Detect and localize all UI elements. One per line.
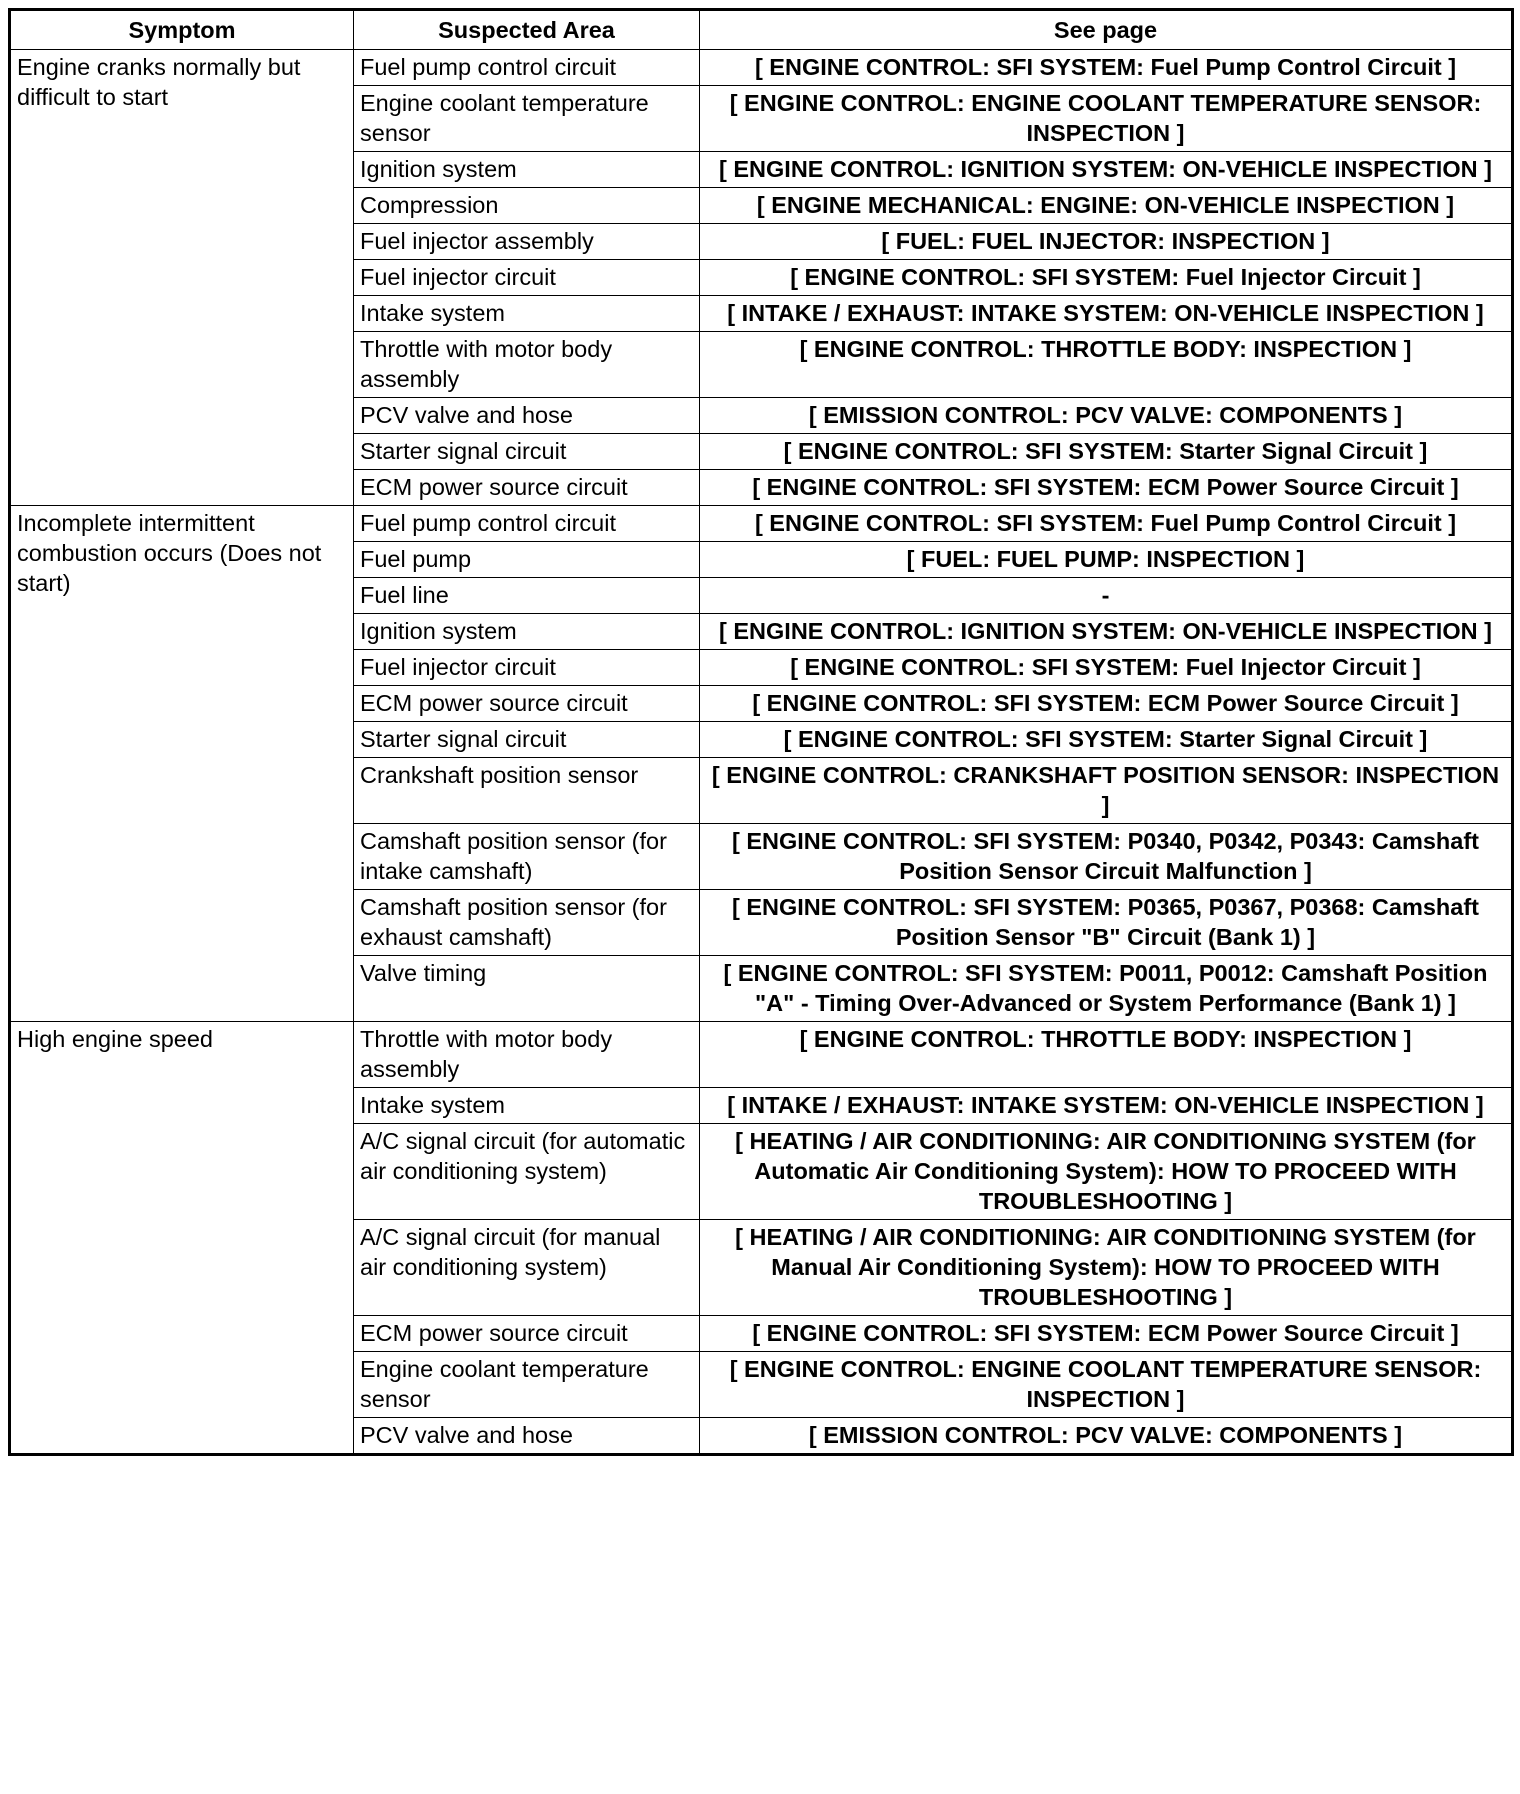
see-page-reference-cell: [ ENGINE CONTROL: SFI SYSTEM: P0365, P0367, P0368: Camshaft Position Sensor "B" Circuit (Bank 1) ] xyxy=(700,890,1513,956)
see-page-reference-cell: [ ENGINE CONTROL: THROTTLE BODY: INSPECTION ] xyxy=(700,1022,1513,1088)
symptom-cell: Engine cranks normally but difficult to start xyxy=(10,50,354,506)
suspected-area-cell: ECM power source circuit xyxy=(354,470,700,506)
symptom-cell: Incomplete intermittent combustion occurs (Does not start) xyxy=(10,506,354,1022)
suspected-area-cell: Valve timing xyxy=(354,956,700,1022)
suspected-area-cell: Intake system xyxy=(354,1088,700,1124)
suspected-area-cell: Fuel line xyxy=(354,578,700,614)
suspected-area-cell: Engine coolant temperature sensor xyxy=(354,86,700,152)
suspected-area-cell: Fuel pump control circuit xyxy=(354,506,700,542)
see-page-reference-cell: [ ENGINE CONTROL: SFI SYSTEM: Fuel Injector Circuit ] xyxy=(700,260,1513,296)
see-page-reference-cell: [ ENGINE CONTROL: SFI SYSTEM: Fuel Pump Control Circuit ] xyxy=(700,50,1513,86)
see-page-reference-cell: [ ENGINE CONTROL: SFI SYSTEM: Starter Signal Circuit ] xyxy=(700,722,1513,758)
see-page-reference-cell: [ INTAKE / EXHAUST: INTAKE SYSTEM: ON-VEHICLE INSPECTION ] xyxy=(700,296,1513,332)
see-page-reference-cell: [ HEATING / AIR CONDITIONING: AIR CONDITIONING SYSTEM (for Automatic Air Conditioning System): HOW TO PROCEED WITH TROUBLESHOOTING ] xyxy=(700,1124,1513,1220)
symptom-cell: High engine speed xyxy=(10,1022,354,1455)
suspected-area-cell: Intake system xyxy=(354,296,700,332)
see-page-reference-cell: [ EMISSION CONTROL: PCV VALVE: COMPONENTS ] xyxy=(700,1418,1513,1455)
see-page-reference-cell: [ HEATING / AIR CONDITIONING: AIR CONDITIONING SYSTEM (for Manual Air Conditioning System): HOW TO PROCEED WITH TROUBLESHOOTING ] xyxy=(700,1220,1513,1316)
suspected-area-cell: A/C signal circuit (for manual air conditioning system) xyxy=(354,1220,700,1316)
suspected-area-cell: ECM power source circuit xyxy=(354,686,700,722)
suspected-area-cell: ECM power source circuit xyxy=(354,1316,700,1352)
see-page-reference-cell: [ ENGINE MECHANICAL: ENGINE: ON-VEHICLE INSPECTION ] xyxy=(700,188,1513,224)
suspected-area-cell: Camshaft position sensor (for exhaust camshaft) xyxy=(354,890,700,956)
see-page-reference-cell: [ ENGINE CONTROL: SFI SYSTEM: ECM Power Source Circuit ] xyxy=(700,1316,1513,1352)
see-page-reference-cell: [ ENGINE CONTROL: IGNITION SYSTEM: ON-VEHICLE INSPECTION ] xyxy=(700,614,1513,650)
see-page-reference-cell: [ ENGINE CONTROL: ENGINE COOLANT TEMPERATURE SENSOR: INSPECTION ] xyxy=(700,1352,1513,1418)
suspected-area-cell: Starter signal circuit xyxy=(354,434,700,470)
see-page-reference-cell: [ EMISSION CONTROL: PCV VALVE: COMPONENTS ] xyxy=(700,398,1513,434)
troubleshooting-table xyxy=(8,8,1514,1456)
see-page-reference-cell: [ ENGINE CONTROL: SFI SYSTEM: ECM Power Source Circuit ] xyxy=(700,470,1513,506)
see-page-reference-cell: [ ENGINE CONTROL: SFI SYSTEM: Fuel Pump Control Circuit ] xyxy=(700,506,1513,542)
see-page-reference-cell: [ ENGINE CONTROL: SFI SYSTEM: P0011, P0012: Camshaft Position "A" - Timing Over-Advanced or System Performance (Bank 1) ] xyxy=(700,956,1513,1022)
suspected-area-cell: Fuel injector circuit xyxy=(354,260,700,296)
suspected-area-cell: Engine coolant temperature sensor xyxy=(354,1352,700,1418)
suspected-area-cell: PCV valve and hose xyxy=(354,1418,700,1455)
suspected-area-cell: PCV valve and hose xyxy=(354,398,700,434)
see-page-reference-cell: [ ENGINE CONTROL: CRANKSHAFT POSITION SENSOR: INSPECTION ] xyxy=(700,758,1513,824)
see-page-reference-cell: [ INTAKE / EXHAUST: INTAKE SYSTEM: ON-VEHICLE INSPECTION ] xyxy=(700,1088,1513,1124)
header-symptom: Symptom xyxy=(10,10,354,50)
suspected-area-cell: Starter signal circuit xyxy=(354,722,700,758)
suspected-area-cell: Fuel injector circuit xyxy=(354,650,700,686)
table-body xyxy=(10,50,1513,1455)
see-page-reference-cell: [ ENGINE CONTROL: THROTTLE BODY: INSPECTION ] xyxy=(700,332,1513,398)
suspected-area-cell: A/C signal circuit (for automatic air conditioning system) xyxy=(354,1124,700,1220)
suspected-area-cell: Ignition system xyxy=(354,614,700,650)
suspected-area-cell: Throttle with motor body assembly xyxy=(354,1022,700,1088)
suspected-area-cell: Fuel pump control circuit xyxy=(354,50,700,86)
table-row xyxy=(10,506,1513,542)
see-page-reference-cell: [ ENGINE CONTROL: SFI SYSTEM: Starter Signal Circuit ] xyxy=(700,434,1513,470)
see-page-reference-cell: [ ENGINE CONTROL: SFI SYSTEM: Fuel Injector Circuit ] xyxy=(700,650,1513,686)
suspected-area-cell: Throttle with motor body assembly xyxy=(354,332,700,398)
see-page-reference-cell: [ ENGINE CONTROL: ENGINE COOLANT TEMPERATURE SENSOR: INSPECTION ] xyxy=(700,86,1513,152)
see-page-reference-cell: - xyxy=(700,578,1513,614)
suspected-area-cell: Compression xyxy=(354,188,700,224)
table-row xyxy=(10,1022,1513,1088)
suspected-area-cell: Camshaft position sensor (for intake camshaft) xyxy=(354,824,700,890)
see-page-reference-cell: [ ENGINE CONTROL: SFI SYSTEM: P0340, P0342, P0343: Camshaft Position Sensor Circuit Malfunction ] xyxy=(700,824,1513,890)
header-see-page: See page xyxy=(700,10,1513,50)
see-page-reference-cell: [ ENGINE CONTROL: IGNITION SYSTEM: ON-VEHICLE INSPECTION ] xyxy=(700,152,1513,188)
see-page-reference-cell: [ FUEL: FUEL PUMP: INSPECTION ] xyxy=(700,542,1513,578)
troubleshooting-table-container xyxy=(8,8,1511,1456)
table-row xyxy=(10,50,1513,86)
header-row xyxy=(10,10,1513,50)
suspected-area-cell: Fuel pump xyxy=(354,542,700,578)
header-suspected-area: Suspected Area xyxy=(354,10,700,50)
suspected-area-cell: Crankshaft position sensor xyxy=(354,758,700,824)
see-page-reference-cell: [ ENGINE CONTROL: SFI SYSTEM: ECM Power Source Circuit ] xyxy=(700,686,1513,722)
suspected-area-cell: Fuel injector assembly xyxy=(354,224,700,260)
suspected-area-cell: Ignition system xyxy=(354,152,700,188)
see-page-reference-cell: [ FUEL: FUEL INJECTOR: INSPECTION ] xyxy=(700,224,1513,260)
